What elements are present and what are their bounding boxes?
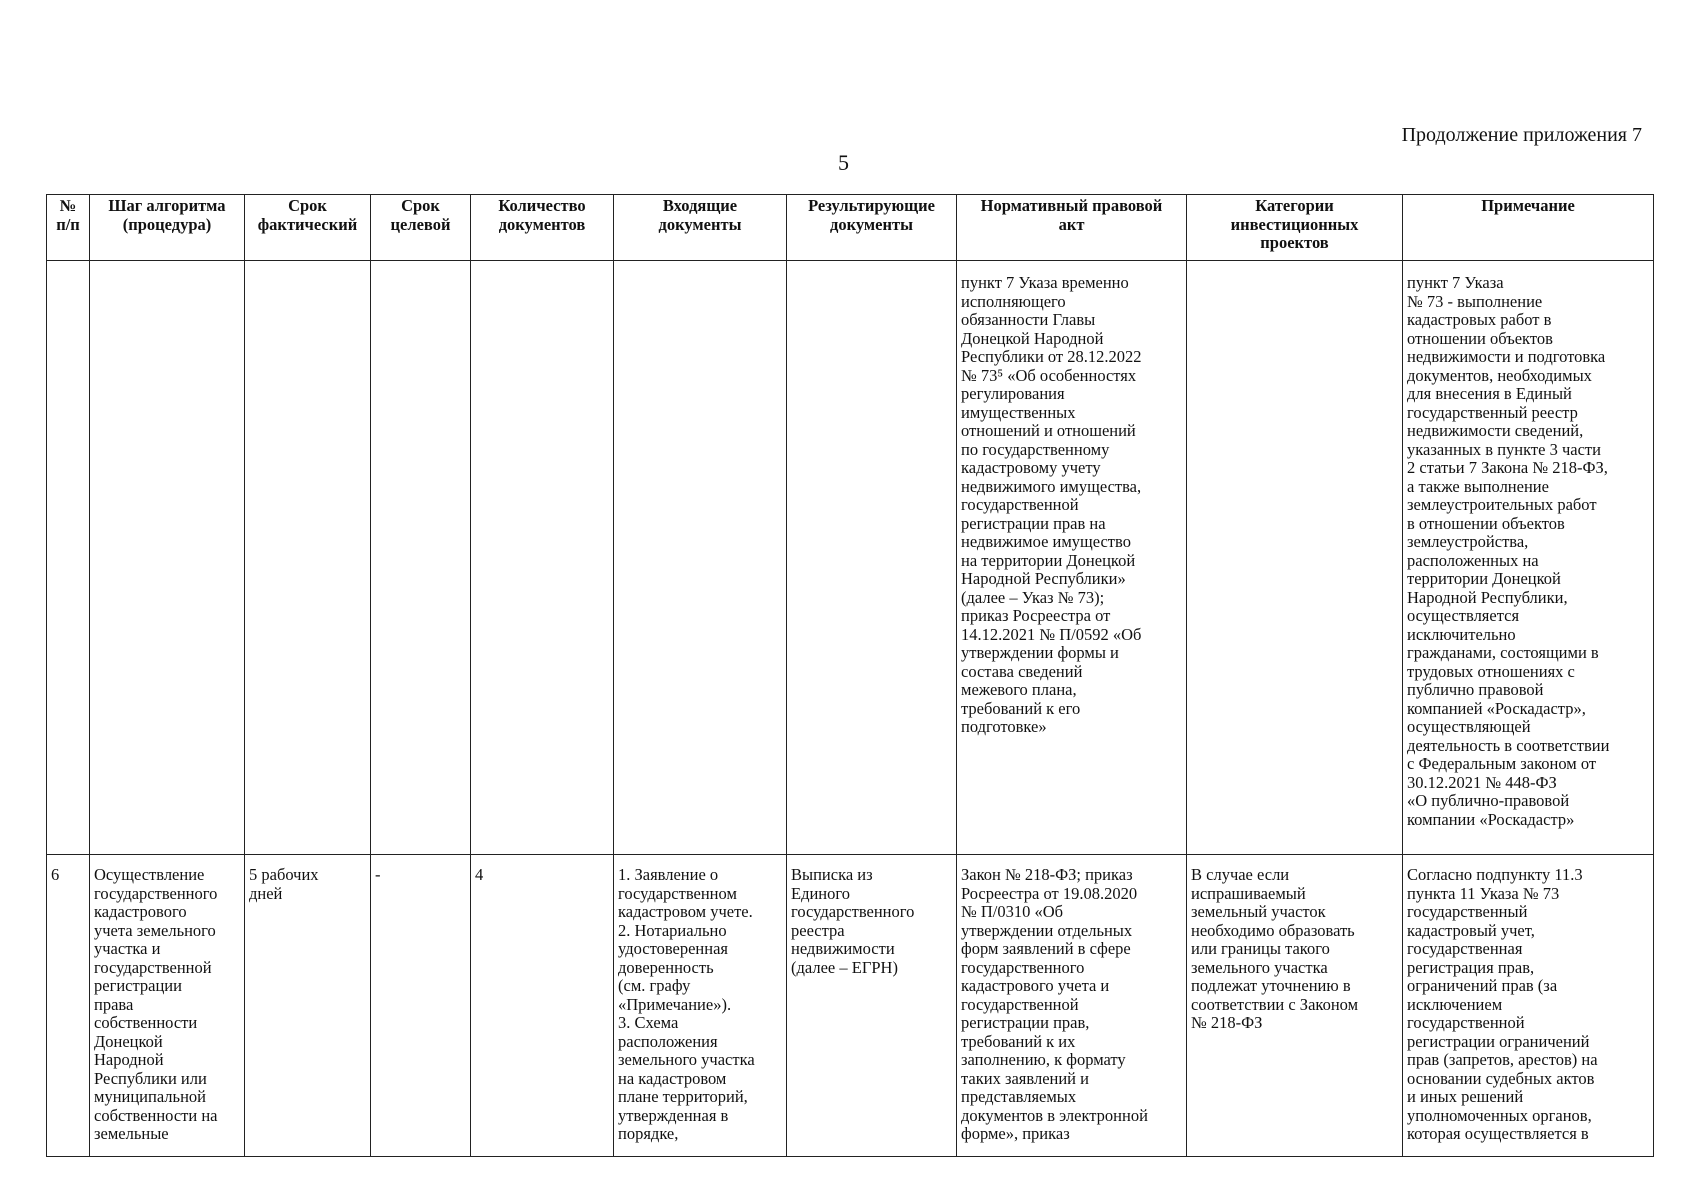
continuation-label: Продолжение приложения 7 [1401,124,1642,146]
cell-step [90,261,245,855]
cell-term-target: - [371,855,471,1157]
cell-note: Согласно подпункту 11.3 пункта 11 Указа № 73 государственный кадастровый учет, государственная регистрация прав, ограничений прав (за исключением государственной регистрации ограничений прав (запретов, арестов) на основании судебных актов и иных решений уполномоченных органов, которая осуществляется в [1403,855,1654,1157]
column-header-result-docs: Результирующие документы [787,195,957,261]
column-header-categories: Категории инвестиционных проектов [1187,195,1403,261]
cell-result-docs: Выписка из Единого государственного реестра недвижимости (далее – ЕГРН) [787,855,957,1157]
cell-doc-count [471,261,614,855]
column-header-term-actual: Срок фактический [245,195,371,261]
cell-doc-count: 4 [471,855,614,1157]
cell-term-actual: 5 рабочих дней [245,855,371,1157]
cell-number: 6 [47,855,90,1157]
table-row [47,855,1654,1157]
cell-step: Осуществление государственного кадастрового учета земельного участка и государственной регистрации права собственности Донецкой Народной Республики или муниципальной собственности на земельные [90,855,245,1157]
table-header-row [47,195,1654,261]
algorithm-table [46,194,1654,1157]
cell-term-target [371,261,471,855]
cell-legal-act: Закон № 218-ФЗ; приказ Росреестра от 19.08.2020 № П/0310 «Об утверждении отдельных форм заявлений в сфере государственного кадастрового учета и государственной регистрации прав, требований к их заполнению, к формату таких заявлений и представляемых документов в электронной форме», приказ [957,855,1187,1157]
cell-categories [1187,261,1403,855]
column-header-note: Примечание [1403,195,1654,261]
column-header-term-target: Срок целевой [371,195,471,261]
column-header-number: № п/п [47,195,90,261]
cell-input-docs [614,261,787,855]
cell-number [47,261,90,855]
column-header-legal-act: Нормативный правовой акт [957,195,1187,261]
column-header-input-docs: Входящие документы [614,195,787,261]
cell-legal-act: пункт 7 Указа временно исполняющего обязанности Главы Донецкой Народной Республики от 28.12.2022 № 73⁵ «Об особенностях регулирования имущественных отношений и отношений по государственному кадастровому учету недвижимого имущества, государственной регистрации прав на недвижимое имущество на территории Донецкой Народной Республики» (далее – Указ № 73); приказ Росреестра от 14.12.2021 № П/0592 «Об утверждении формы и состава сведений межевого плана, требований к его подготовке» [957,261,1187,855]
cell-categories: В случае если испрашиваемый земельный участок необходимо образовать или границы такого земельного участка подлежат уточнению в соответствии с Законом № 218-ФЗ [1187,855,1403,1157]
cell-term-actual [245,261,371,855]
cell-note: пункт 7 Указа № 73 - выполнение кадастровых работ в отношении объектов недвижимости и подготовка документов, необходимых для внесения в Единый государственный реестр недвижимости сведений, указанных в пункте 3 части 2 статьи 7 Закона № 218-ФЗ, а также выполнение землеустроительных работ в отношении объектов землеустройства, расположенных на территории Донецкой Народной Республики, осуществляется исключительно гражданами, состоящими в трудовых отношениях с публично правовой компанией «Роскадастр», осуществляющей деятельность в соответствии с Федеральным законом от 30.12.2021 № 448-ФЗ «О публично-правовой компании «Роскадастр» [1403,261,1654,855]
column-header-doc-count: Количество документов [471,195,614,261]
column-header-step: Шаг алгоритма (процедура) [90,195,245,261]
cell-input-docs: 1. Заявление о государственном кадастровом учете. 2. Нотариально удостоверенная доверенность (см. графу «Примечание»). 3. Схема расположения земельного участка на кадастровом плане территорий, утвержденная в порядке, [614,855,787,1157]
table-row [47,261,1654,855]
cell-result-docs [787,261,957,855]
page-number: 5 [838,150,849,175]
